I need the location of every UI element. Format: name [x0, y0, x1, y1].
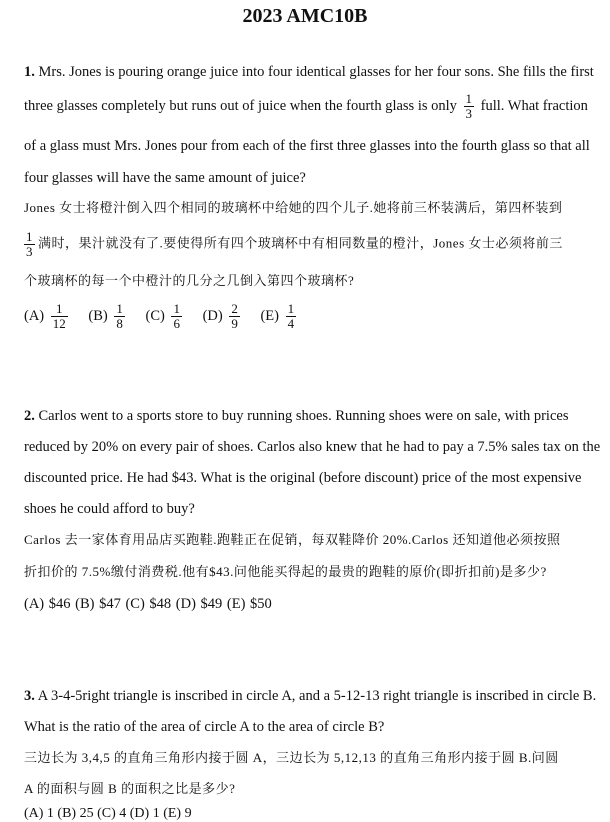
q2-number: 2.	[24, 408, 35, 424]
q1-line1	[24, 63, 594, 81]
q2-line4: shoes he could afford to buy?	[24, 501, 195, 517]
q3-choices-partial: (A) 1 (B) 25 (C) 4 (D) 1 (E) 9	[24, 806, 192, 821]
q1-cn-line1: Jones 女士将橙汁倒入四个相同的玻璃杯中给她的四个儿子.她将前三杯装满后，第四杯装到	[24, 200, 563, 215]
q1-cn-line2	[24, 230, 580, 259]
q1-cn-fraction	[24, 230, 35, 259]
q1-number: 1.	[24, 64, 35, 80]
q3-number: 3.	[24, 688, 35, 704]
q1-line3: of a glass must Mrs. Jones pour from each of the first three glasses into the fourth glass so that all	[24, 138, 590, 154]
q2-cn-line2: 折扣价的 7.5%缴付消费税.他有$43.问他能买得起的最贵的跑鞋的原价(即折扣前)是多少?	[24, 564, 547, 579]
q2-line3: discounted price. He had $43. What is the original (before discount) price of the most expensive	[24, 470, 582, 486]
q1-line4: four glasses will have the same amount of juice?	[24, 170, 306, 186]
q2-text-1: Carlos went to a sports store to buy running shoes. Running shoes were on sale, with prices	[38, 408, 569, 424]
q1-fraction-numerator: 1	[465, 91, 473, 106]
q3-cn-line2: A 的面积与圆 B 的面积之比是多少?	[24, 781, 236, 796]
q1-cn-fraction-numerator: 1	[26, 229, 33, 244]
q1-choice-a: (A) $\frac{1}{12}$	[24, 301, 66, 331]
q2-line2: reduced by 20% on every pair of shoes. Carlos also knew that he had to pay a 7.5% sales tax on the	[24, 439, 601, 455]
q1-choice-d: (D) $\frac{2}{9}$	[202, 301, 238, 331]
q1-text-2a: three glasses completely but runs out of juice when the fourth glass is only	[24, 97, 457, 114]
q1-choice-c: (C) $\frac{1}{6}$	[145, 301, 180, 331]
q1-line2	[24, 91, 588, 121]
q1-choices	[24, 302, 313, 331]
q2-cn-line1: Carlos 去一家体育用品店买跑鞋.跑鞋正在促销，每双鞋降价 20%.Carlos 还知道他必须按照	[24, 532, 561, 547]
page-title: 2023 AMC10B	[242, 5, 368, 27]
q2-line1	[24, 407, 580, 425]
q3-cn-line1: 三边长为 3,4,5 的直角三角形内接于圆 A，三边长为 5,12,13 的直角三角形内接于圆 B.问圆	[24, 750, 559, 765]
q1-cn-fraction-denominator: 3	[26, 244, 33, 259]
q3-text-1: A 3-4-5right triangle is inscribed in circle A, and a 5-12-13 right triangle is inscribed in circle B.	[37, 688, 597, 704]
q1-text-2b: full. What fraction	[480, 97, 588, 114]
q1-choice-b: (B) $\frac{1}{8}$	[88, 301, 123, 331]
q1-fraction-denominator: 3	[465, 106, 473, 121]
q1-fraction	[464, 92, 475, 121]
q1-text-1: Mrs. Jones is pouring orange juice into four identical glasses for her four sons. She fills the first	[38, 64, 594, 80]
q2-choices: (A) $46 (B) $47 (C) $48 (D) $49 (E) $50	[24, 596, 272, 612]
q1-cn-text-2: 满时，果汁就没有了.要使得所有四个玻璃杯中有相同数量的橙汁，Jones 女士必须将前三	[38, 235, 563, 251]
q1-choice-e: (E) $\frac{1}{4}$	[260, 301, 295, 331]
q3-line1	[24, 687, 597, 705]
q3-line2: What is the ratio of the area of circle A to the area of circle B?	[24, 719, 385, 735]
q1-cn-line3: 个玻璃杯的每一个中橙汁的几分之几倒入第四个玻璃杯?	[24, 273, 355, 288]
